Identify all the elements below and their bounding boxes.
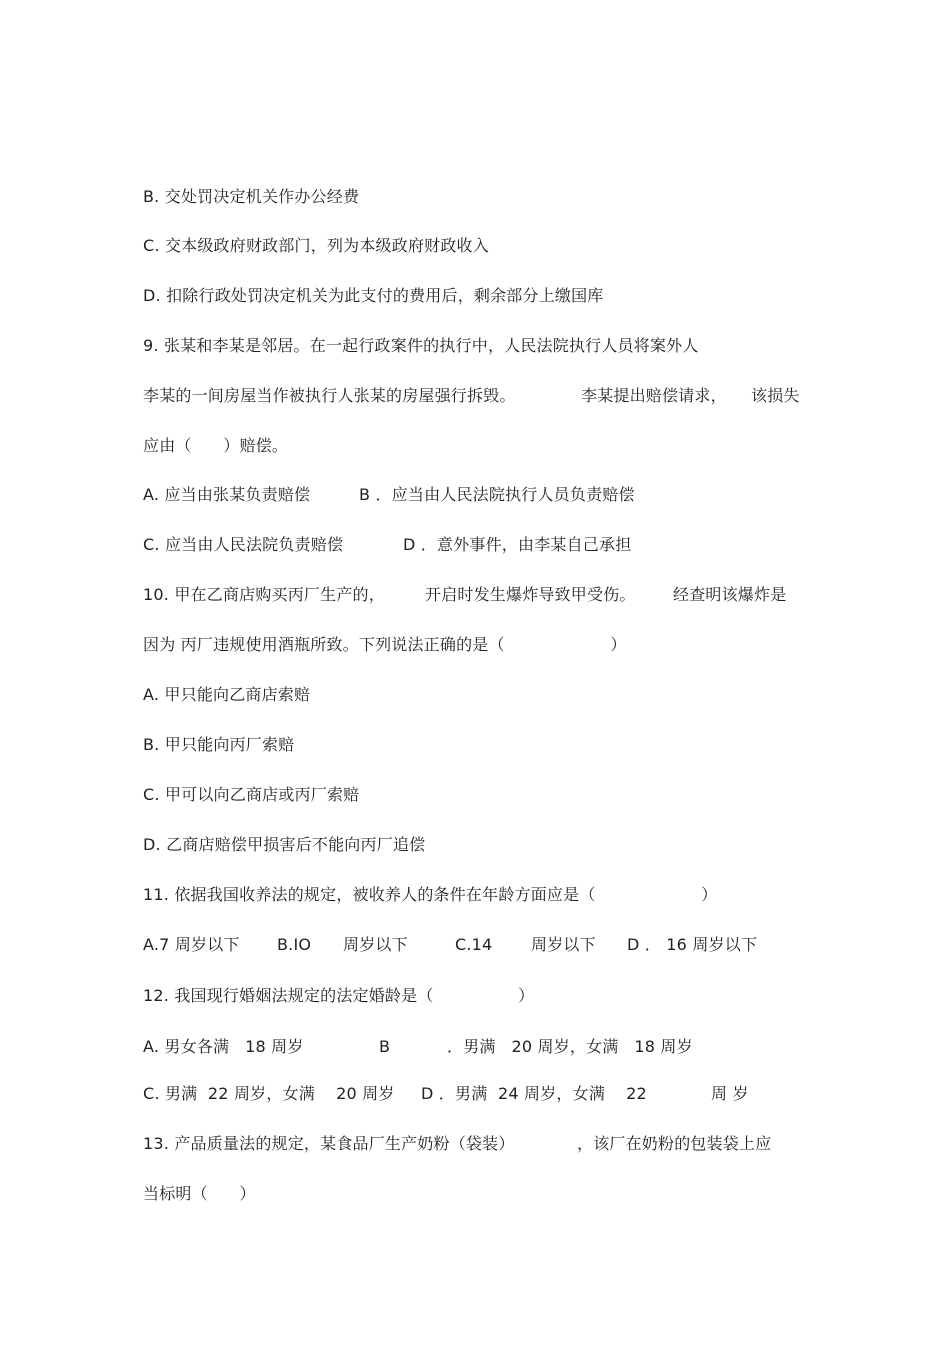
question-9-options-ab — [143, 485, 743, 505]
option-d-q12: D ．男满 24 周岁，女满 22 — [421, 1084, 647, 1103]
option-c-q10: C. 甲可以向乙商店或丙厂索赔 — [143, 785, 360, 804]
option-d-q8: D. 扣除行政处罚决定机关为此支付的费用后，剩余部分上缴国库 — [143, 286, 604, 305]
question-10-part-b: 开启时发生爆炸导致甲受伤。 — [425, 585, 636, 604]
question-13-line-1 — [143, 1134, 813, 1154]
option-d-q12-unit: 周 岁 — [711, 1084, 749, 1103]
question-9-options-cd — [143, 535, 743, 555]
question-10-line-1 — [143, 585, 813, 605]
option-c-q11-text: 周岁以下 — [531, 935, 596, 954]
question-13-line-2: 当标明（ ） — [143, 1184, 256, 1203]
option-a-q11: A.7 周岁以下 — [143, 935, 240, 954]
question-12-options-cd — [143, 1084, 803, 1104]
option-d-q10: D. 乙商店赔偿甲损害后不能向丙厂追偿 — [143, 835, 426, 854]
option-c-q12: C. 男满 22 周岁，女满 20 周岁 — [143, 1084, 395, 1103]
question-11-options — [143, 935, 803, 955]
option-c-q8: C. 交本级政府财政部门，列为本级政府财政收入 — [143, 236, 489, 255]
question-10-line-2: 因为 丙厂违规使用酒瓶所致。下列说法正确的是（ ） — [143, 635, 627, 654]
question-11: 11. 依据我国收养法的规定，被收养人的条件在年龄方面应是（ ） — [143, 885, 718, 904]
option-b-q12-text: ．男满 20 周岁，女满 18 周岁 — [447, 1037, 693, 1056]
question-10-part-a: 10. 甲在乙商店购买丙厂生产的， — [143, 585, 385, 604]
option-c-q11-label: C.14 — [455, 935, 493, 954]
option-b-q11-label: B.IO — [277, 935, 312, 954]
option-c-q9: C. 应当由人民法院负责赔偿 — [143, 535, 344, 554]
option-b-q11-text: 周岁以下 — [343, 935, 408, 954]
option-b-q8: B. 交处罚决定机关作办公经费 — [143, 187, 360, 206]
option-b-q12-label: B — [379, 1037, 391, 1056]
option-a-q12: A. 男女各满 18 周岁 — [143, 1037, 304, 1056]
option-d-q11: D ． 16 周岁以下 — [627, 935, 758, 954]
question-10-part-c: 经查明该爆炸是 — [673, 585, 787, 604]
question-9-part-c: 该损失 — [751, 386, 800, 405]
option-a-q10: A. 甲只能向乙商店索赔 — [143, 685, 311, 704]
question-13-part-b: ，该厂在奶粉的包装袋上应 — [577, 1134, 772, 1153]
question-9-part-a: 李某的一间房屋当作被执行人张某的房屋强行拆毁。 — [143, 386, 516, 405]
question-9-line-1: 9. 张某和李某是邻居。在一起行政案件的执行中，人民法院执行人员将案外人 — [143, 336, 699, 355]
option-b-q9: B ．应当由人民法院执行人员负责赔偿 — [359, 485, 635, 504]
question-9-part-b: 李某提出赔偿请求， — [581, 386, 727, 405]
option-a-q9: A. 应当由张某负责赔偿 — [143, 485, 311, 504]
question-13-part-a: 13. 产品质量法的规定，某食品厂生产奶粉（袋装） — [143, 1134, 515, 1153]
question-12: 12. 我国现行婚姻法规定的法定婚龄是（ ） — [143, 986, 535, 1005]
option-b-q10: B. 甲只能向丙厂索赔 — [143, 735, 295, 754]
option-d-q9: D ．意外事件，由李某自己承担 — [403, 535, 632, 554]
question-9-line-2 — [143, 386, 813, 406]
question-12-options-ab — [143, 1037, 803, 1057]
question-9-line-3: 应由（ ）赔偿。 — [143, 436, 289, 455]
